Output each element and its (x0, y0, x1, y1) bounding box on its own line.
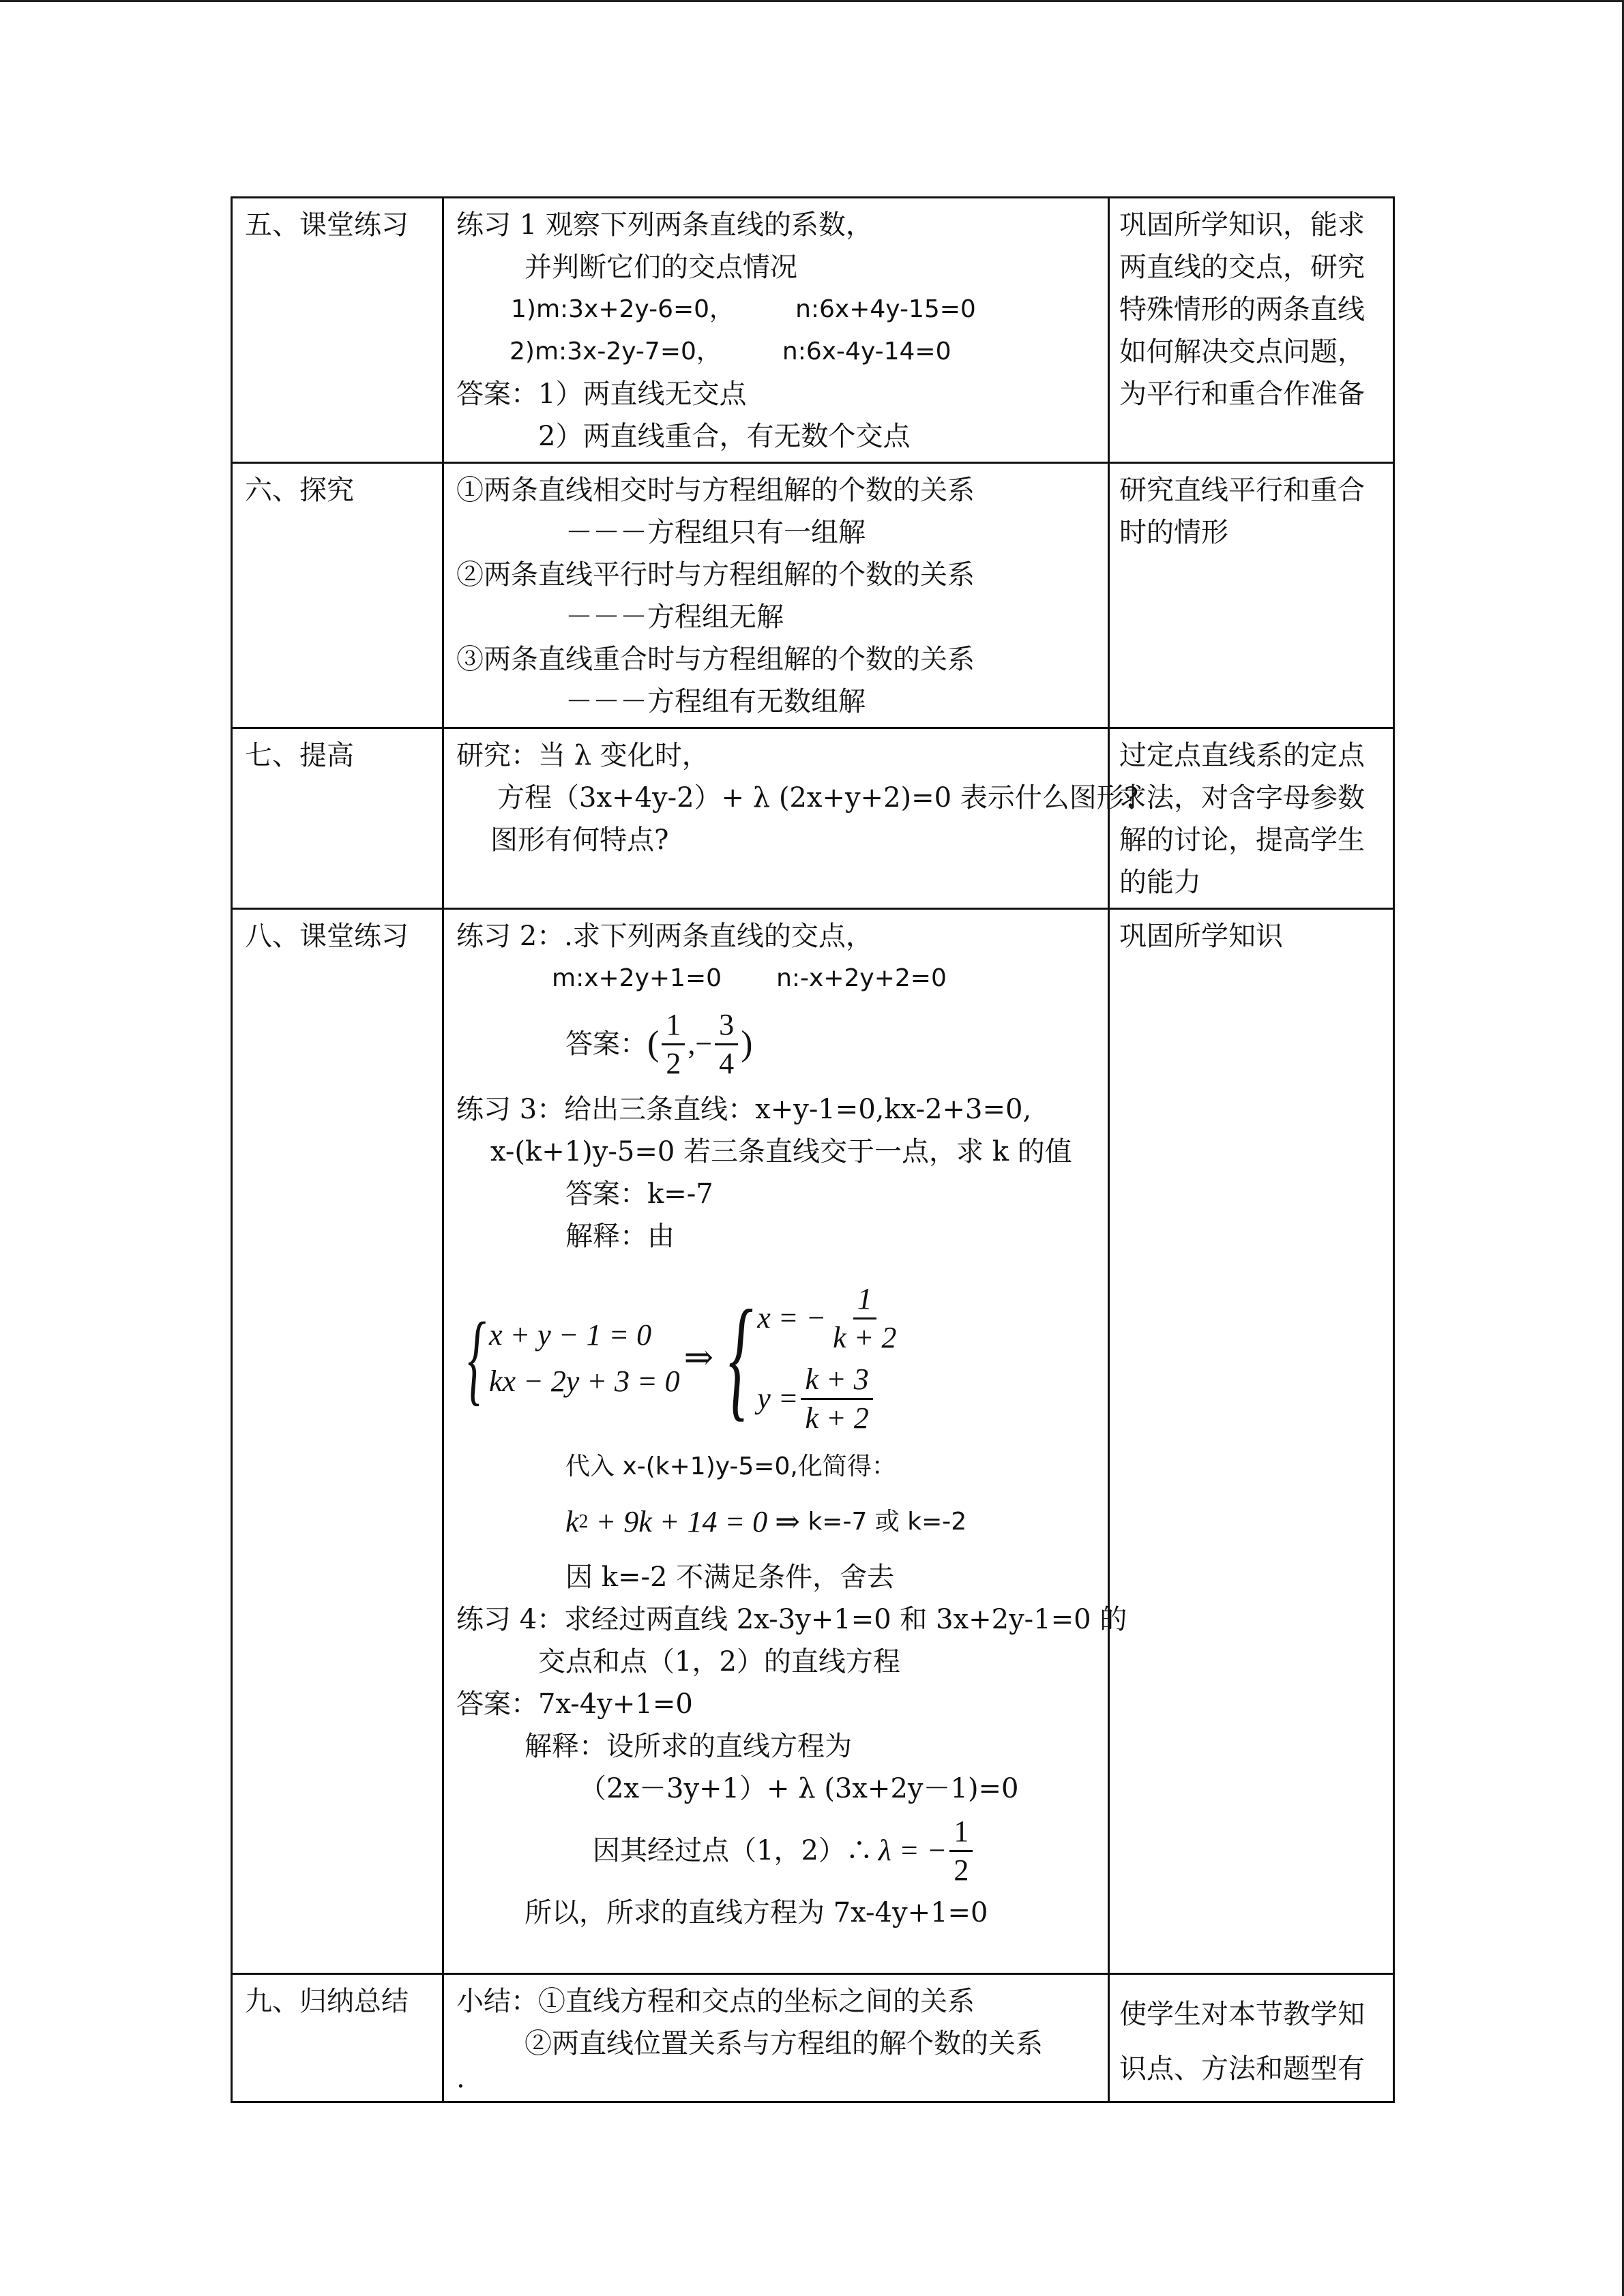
stage-cell: 六、探究 (232, 463, 443, 728)
stage-cell: 八、课堂练习 (232, 909, 443, 1974)
aim-cell: 巩固所学知识 (1109, 909, 1394, 1974)
lesson-plan-table (231, 196, 1395, 2103)
answer-line: 2）两直线重合，有无数个交点 (538, 421, 911, 452)
ex2-answer: 答案： ( $\frac{1}{2}$ ,− $\frac{3}{4}$ ) (456, 1000, 1098, 1088)
exercise-title: 练习 2：.求下列两条直线的交点， (456, 921, 873, 952)
line-pair-2: 2)m:3x-2y-7=0， n:6x-4y-14=0 (510, 338, 951, 366)
aim-cell: 巩固所学知识，能求 两直线的交点，研究 特殊情形的两条直线 如何解决交点问题， 为平行和重合作准备 (1109, 198, 1394, 463)
content-cell (443, 198, 1109, 463)
fraction: $\frac{1}{k + 2}$ (833, 1281, 897, 1354)
page-top-border (0, 0, 1624, 2)
stage-cell: 五、课堂练习 (232, 198, 443, 463)
aim-cell: 过定点直线系的定点 求法，对含字母参数 解的讨论，提高学生 的能力 (1109, 728, 1394, 909)
left-brace: { (728, 1283, 754, 1433)
line-pair-1: 1)m:3x+2y-6=0， n:6x+4y-15=0 (511, 295, 976, 323)
exercise-title: 练习 4：求经过两直线 2x-3y+1=0 和 3x+2y-1=0 的 (456, 1604, 1127, 1635)
aim-cell: 使学生对本节教学知 识点、方法和题型有 (1109, 1974, 1394, 2102)
table-row (232, 909, 1394, 1974)
table-row (232, 1974, 1394, 2102)
quadratic-equation: k 2 + 9k + 14 = 0 ⇒ k=-7 或 k=-2 (565, 1505, 967, 1538)
content-cell: ①两条直线相交时与方程组解的个数的关系 －－－方程组只有一组解 ②两条直线平行时与方程组解的个数的关系 －－－方程组无解 ③两条直线重合时与方程组解的个数的关系 －－－方程组有无数组解 (443, 463, 1109, 728)
exercise-subtitle: 并判断它们的交点情况 (525, 252, 797, 283)
left-brace: { (467, 1302, 486, 1415)
fraction: $\frac{k + 3}{k + 2}$ (801, 1361, 872, 1437)
lambda-value: 因其经过点（1，2）∴ λ = − $\frac{1}{2}$ (456, 1810, 1098, 1892)
table-row (232, 198, 1394, 463)
fraction: $\frac{1}{2}$ (949, 1813, 973, 1889)
answer-line: 答案：1）两直线无交点 (456, 378, 747, 410)
fraction: $\frac{3}{4}$ (715, 1007, 738, 1082)
content-cell: 小结：①直线方程和交点的坐标之间的关系 ②两直线位置关系与方程组的解个数的关系 . (443, 1974, 1109, 2102)
table-row (232, 728, 1394, 909)
aim-cell: 研究直线平行和重合 时的情形 (1109, 463, 1394, 728)
fraction: $\frac{1}{2}$ (662, 1007, 685, 1082)
stage-cell: 九、归纳总结 (232, 1974, 443, 2102)
content-cell: 练习 2：.求下列两条直线的交点， m:x+2y+1=0 n:-x+2y+2=0 答案： ( $\frac{1}{2}$ ,− $\frac{3}{4}$ ) 练习 3：给出三条直线：x+y-1=0,kx-2+3=0, x-(k+1)y-5=0 若三条直线交于一点，求 k 的值 答案：k=-7 解释：由 { x + y − 1 = 0 kx − 2y + 3 = 0 ⇒ { x = − $\frac{1}{k + 2}$ y = $\frac{k + 3}{k + 2}$ 代入 x-(k+1)y-5=0,化简得： k 2 + 9k + 14 = 0 ⇒ k=-7 或 k=-2 因 k=-2 不满足条件，舍去 练习 4：求经过两直线 2x-3y+1=0 和 3x+2y-1=0 的 交点和点（1，2）的直线方程 答案：7x-4y+1=0 解释：设所求的直线方程为 （2x－3y+1）+ λ (3x+2y－1)=0 因其经过点（1，2）∴ λ = − $\frac{1}{2}$ 所以，所求的直线方程为 7x-4y+1=0 (443, 909, 1109, 1974)
table-row (232, 463, 1394, 728)
exercise-title: 练习 3：给出三条直线：x+y-1=0,kx-2+3=0, (456, 1094, 1032, 1125)
exercise-title: 练习 1 观察下列两条直线的系数， (456, 209, 873, 241)
content-cell: 研究：当 λ 变化时， 方程（3x+4y-2）+ λ (2x+y+2)=0 表示什么图形? 图形有何特点? (443, 728, 1109, 909)
stage-cell: 七、提高 (232, 728, 443, 909)
equation-system: { x + y − 1 = 0 kx − 2y + 3 = 0 ⇒ { x = − $\frac{1}{k + 2}$ y = $\frac{k + 3}{k + 2}$ (456, 1278, 1098, 1439)
